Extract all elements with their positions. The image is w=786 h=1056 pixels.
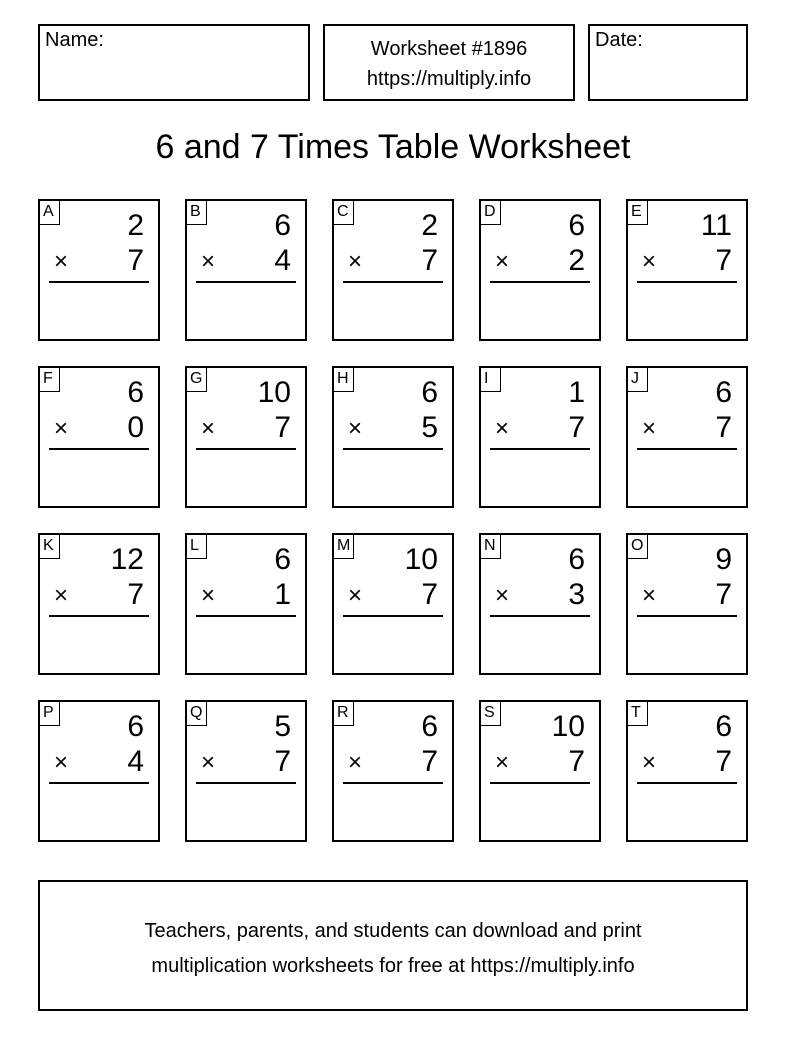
multiplier: 7 bbox=[127, 244, 144, 277]
problem-card[interactable] bbox=[185, 366, 307, 508]
problem-card[interactable] bbox=[479, 199, 601, 341]
date-field-box[interactable] bbox=[588, 24, 748, 101]
multiply-sign: × bbox=[642, 415, 657, 442]
multiplier: 7 bbox=[568, 745, 585, 778]
multiplicand: 6 bbox=[421, 710, 438, 743]
multiply-sign: × bbox=[348, 582, 363, 609]
problem-letter: H bbox=[334, 368, 354, 392]
multiplicand: 12 bbox=[110, 543, 144, 576]
answer-line bbox=[490, 782, 590, 784]
footer-line-2: multiplication worksheets for free at https://multiply.info bbox=[151, 955, 635, 977]
multiply-sign: × bbox=[495, 248, 510, 275]
problem-letter: T bbox=[628, 702, 648, 726]
multiplicand: 11 bbox=[700, 209, 732, 242]
problem-card[interactable] bbox=[479, 533, 601, 675]
footer-box bbox=[38, 880, 748, 1011]
answer-line bbox=[490, 448, 590, 450]
multiplier: 7 bbox=[715, 244, 732, 277]
multiplier: 7 bbox=[421, 578, 438, 611]
problem-letter: R bbox=[334, 702, 354, 726]
worksheet-url: https://multiply.info bbox=[366, 68, 532, 90]
answer-line bbox=[49, 448, 149, 450]
answer-line bbox=[196, 782, 296, 784]
multiply-sign: × bbox=[495, 749, 510, 776]
problem-card[interactable] bbox=[332, 700, 454, 842]
multiplier: 4 bbox=[274, 244, 291, 277]
problem-letter: M bbox=[334, 535, 354, 559]
problem-letter: Q bbox=[187, 702, 207, 726]
name-field-box[interactable] bbox=[38, 24, 310, 101]
multiply-sign: × bbox=[348, 415, 363, 442]
multiply-sign: × bbox=[642, 248, 657, 275]
problem-card[interactable] bbox=[626, 199, 748, 341]
answer-line bbox=[490, 281, 590, 283]
multiplicand: 6 bbox=[715, 376, 732, 409]
multiply-sign: × bbox=[348, 749, 363, 776]
worksheet-info-box bbox=[323, 24, 575, 101]
multiply-sign: × bbox=[201, 415, 216, 442]
answer-line bbox=[637, 448, 737, 450]
answer-line bbox=[49, 615, 149, 617]
multiplier: 7 bbox=[568, 411, 585, 444]
multiply-sign: × bbox=[642, 582, 657, 609]
multiply-sign: × bbox=[495, 582, 510, 609]
problem-letter: E bbox=[628, 201, 648, 225]
multiplicand: 6 bbox=[568, 209, 585, 242]
problem-grid bbox=[38, 199, 748, 842]
answer-line bbox=[343, 615, 443, 617]
multiplicand: 6 bbox=[274, 543, 291, 576]
multiplier: 7 bbox=[421, 745, 438, 778]
problem-card[interactable] bbox=[332, 366, 454, 508]
problem-letter: J bbox=[628, 368, 648, 392]
problem-letter: F bbox=[40, 368, 60, 392]
problem-card[interactable] bbox=[38, 199, 160, 341]
multiplicand: 10 bbox=[404, 543, 438, 576]
answer-line bbox=[343, 448, 443, 450]
problem-card[interactable] bbox=[332, 533, 454, 675]
multiplicand: 2 bbox=[127, 209, 144, 242]
answer-line bbox=[637, 615, 737, 617]
multiplier: 7 bbox=[274, 745, 291, 778]
multiply-sign: × bbox=[495, 415, 510, 442]
multiply-sign: × bbox=[54, 749, 69, 776]
problem-card[interactable] bbox=[626, 366, 748, 508]
multiply-sign: × bbox=[54, 582, 69, 609]
multiplicand: 5 bbox=[274, 710, 291, 743]
multiplicand: 10 bbox=[551, 710, 585, 743]
name-label: Name: bbox=[45, 29, 104, 51]
answer-line bbox=[637, 782, 737, 784]
problem-card[interactable] bbox=[38, 700, 160, 842]
multiplier: 7 bbox=[274, 411, 291, 444]
multiply-sign: × bbox=[642, 749, 657, 776]
multiplier: 4 bbox=[127, 745, 144, 778]
multiplicand: 6 bbox=[274, 209, 291, 242]
multiplicand: 6 bbox=[127, 710, 144, 743]
problem-card[interactable] bbox=[626, 700, 748, 842]
multiplier: 7 bbox=[715, 411, 732, 444]
problem-card[interactable] bbox=[185, 533, 307, 675]
problem-letter: B bbox=[187, 201, 207, 225]
multiplier: 7 bbox=[715, 578, 732, 611]
multiply-sign: × bbox=[54, 415, 69, 442]
answer-line bbox=[196, 615, 296, 617]
multiplier: 7 bbox=[421, 244, 438, 277]
answer-line bbox=[196, 281, 296, 283]
multiplicand: 2 bbox=[421, 209, 438, 242]
problem-letter: N bbox=[481, 535, 501, 559]
problem-letter: O bbox=[628, 535, 648, 559]
answer-line bbox=[490, 615, 590, 617]
multiplier: 3 bbox=[568, 578, 585, 611]
problem-letter: P bbox=[40, 702, 60, 726]
multiplier: 1 bbox=[274, 578, 291, 611]
multiplicand: 6 bbox=[715, 710, 732, 743]
problem-card[interactable] bbox=[332, 199, 454, 341]
multiplicand: 9 bbox=[715, 543, 732, 576]
multiply-sign: × bbox=[201, 582, 216, 609]
problem-letter: G bbox=[187, 368, 207, 392]
problem-card[interactable] bbox=[185, 700, 307, 842]
problem-card[interactable] bbox=[38, 366, 160, 508]
answer-line bbox=[49, 281, 149, 283]
problem-letter: I bbox=[481, 368, 501, 392]
problem-card[interactable] bbox=[38, 533, 160, 675]
multiplicand: 6 bbox=[421, 376, 438, 409]
problem-letter: L bbox=[187, 535, 207, 559]
multiplicand: 6 bbox=[127, 376, 144, 409]
multiply-sign: × bbox=[54, 248, 69, 275]
footer-line-1: Teachers, parents, and students can download and print bbox=[144, 920, 642, 942]
problem-letter: S bbox=[481, 702, 501, 726]
date-label: Date: bbox=[595, 29, 643, 51]
problem-card[interactable] bbox=[479, 700, 601, 842]
answer-line bbox=[49, 782, 149, 784]
multiplier: 0 bbox=[127, 411, 144, 444]
multiplier: 5 bbox=[421, 411, 438, 444]
multiplicand: 1 bbox=[568, 376, 585, 409]
problem-card[interactable] bbox=[626, 533, 748, 675]
multiplier: 2 bbox=[568, 244, 585, 277]
multiply-sign: × bbox=[201, 248, 216, 275]
problem-card[interactable] bbox=[185, 199, 307, 341]
multiplier: 7 bbox=[127, 578, 144, 611]
answer-line bbox=[343, 281, 443, 283]
answer-line bbox=[196, 448, 296, 450]
worksheet-number: Worksheet #1896 bbox=[370, 38, 528, 60]
problem-card[interactable] bbox=[479, 366, 601, 508]
multiply-sign: × bbox=[201, 749, 216, 776]
problem-letter: A bbox=[40, 201, 60, 225]
multiplicand: 10 bbox=[257, 376, 291, 409]
multiplicand: 6 bbox=[568, 543, 585, 576]
answer-line bbox=[343, 782, 443, 784]
answer-line bbox=[637, 281, 737, 283]
problem-letter: D bbox=[481, 201, 501, 225]
problem-letter: K bbox=[40, 535, 60, 559]
multiply-sign: × bbox=[348, 248, 363, 275]
page-title: 6 and 7 Times Table Worksheet bbox=[155, 128, 631, 166]
multiplier: 7 bbox=[715, 745, 732, 778]
problem-letter: C bbox=[334, 201, 354, 225]
